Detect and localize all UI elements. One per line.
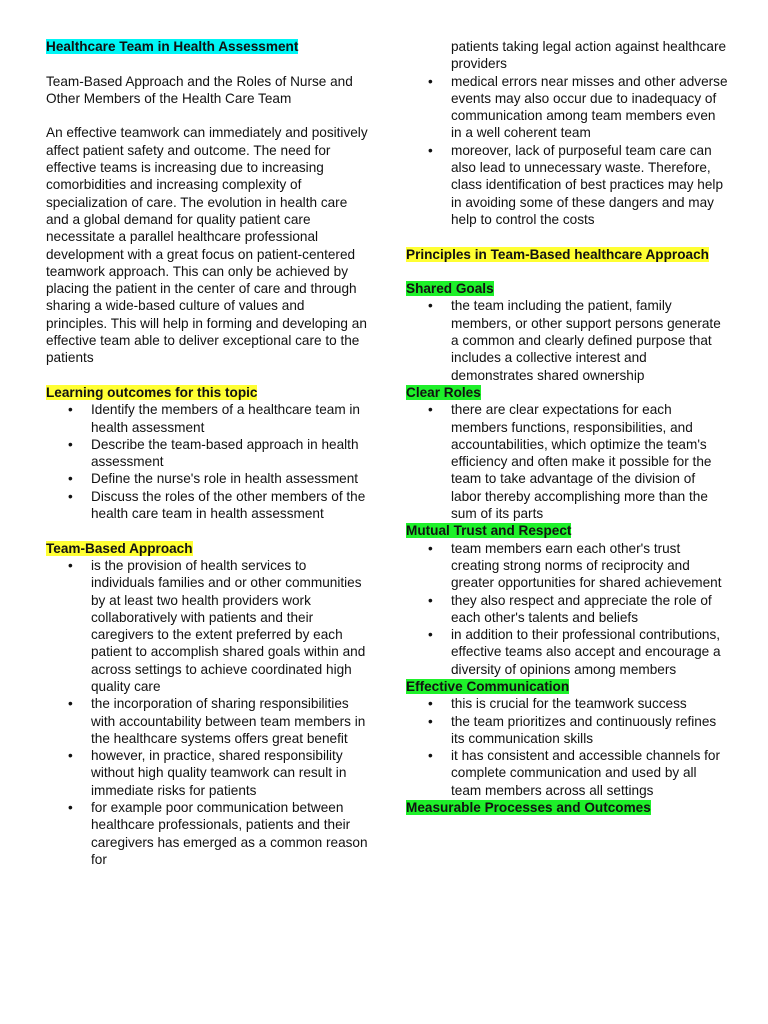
list-item: • Define the nurse's role in health assessment — [46, 470, 368, 487]
effective-communication-heading: Effective Communication — [406, 678, 570, 694]
learning-outcomes-heading: Learning outcomes for this topic — [46, 384, 258, 400]
clear-roles-list — [406, 401, 728, 522]
list-item: • the team prioritizes and continuously refines its communication skills — [406, 713, 728, 748]
list-item: • it has consistent and accessible channels for complete communication and used by all team members across all settings — [406, 747, 728, 799]
mutual-trust-heading: Mutual Trust and Respect — [406, 523, 572, 539]
list-item: • this is crucial for the teamwork success — [406, 695, 728, 712]
list-item: • however, in practice, shared responsibility without high quality teamwork can result in immediate risks for patients — [46, 747, 368, 799]
list-item: • medical errors near misses and other adverse events may also occur due to inadequacy of communication among team members even in a well coherent team — [406, 73, 728, 142]
list-continuation: patients taking legal action against healthcare providers — [451, 39, 727, 72]
principles-heading: Principles in Team-Based healthcare Approach — [406, 246, 709, 262]
list-item: • the team including the patient, family members, or other support persons generate a common and clearly defined purpose that includes a collective interest and demonstrates shared ownership — [406, 297, 728, 383]
learning-outcomes-list — [46, 401, 368, 522]
clear-roles-heading: Clear Roles — [406, 384, 481, 400]
right-column — [406, 38, 728, 816]
list-item: • moreover, lack of purposeful team care can also lead to unnecessary waste. Therefore, class identification of best practices may help in avoiding some of these dangers and may help to control the costs — [406, 142, 728, 228]
document-subtitle: Team-Based Approach and the Roles of Nurse and Other Members of the Health Care Team — [46, 73, 353, 106]
list-item: • team members earn each other's trust creating strong norms of reciprocity and greater opportunities for shared achievement — [406, 540, 728, 592]
list-item: • the incorporation of sharing responsibilities with accountability between team members in the healthcare systems offers great benefit — [46, 695, 368, 747]
list-item: • Describe the team-based approach in health assessment — [46, 436, 368, 471]
shared-goals-heading: Shared Goals — [406, 281, 494, 297]
document-title: Healthcare Team in Health Assessment — [46, 39, 299, 54]
list-item: • for example poor communication between healthcare professionals, patients and their caregivers has emerged as a common reason for — [46, 799, 368, 868]
list-item: • Identify the members of a healthcare team in health assessment — [46, 401, 368, 436]
list-item: • in addition to their professional contributions, effective teams also accept and encourage a diversity of opinions among members — [406, 626, 728, 678]
left-column — [46, 38, 368, 868]
effective-communication-list — [406, 695, 728, 799]
team-based-approach-list — [46, 557, 368, 868]
list-item: • there are clear expectations for each members functions, responsibilities, and accountabilities, which optimize the team's efficiency and often make it possible for the team to take advantage of the division of labor thereby accomplishing more than the sum of its parts — [406, 401, 728, 522]
list-item: • they also respect and appreciate the role of each other's talents and beliefs — [406, 592, 728, 627]
team-based-approach-heading: Team-Based Approach — [46, 540, 193, 556]
mutual-trust-list — [406, 540, 728, 678]
risks-list — [406, 73, 728, 229]
list-item: • Discuss the roles of the other members of the health care team in health assessment — [46, 488, 368, 523]
shared-goals-list — [406, 297, 728, 383]
list-item: • is the provision of health services to individuals families and or other communities by at least two health providers work collaboratively with patients and their caregivers to the extent preferred by each patient to accomplish shared goals within and across settings to achieve coordinated high quality care — [46, 557, 368, 695]
intro-paragraph: An effective teamwork can immediately and positively affect patient safety and outcome. The need for effective teams is increasing due to increasing comorbidities and increasing complexity of specialization of care. The evolution in health care and a global demand for quality patient care necessitate a parallel healthcare professional development with a great focus on patient-centered teamwork approach. This can only be achieved by placing the patient in the center of care and through sharing a wide-based culture of values and principles. This will help in forming and developing an effective team able to deliver exceptional care to the patients — [46, 125, 368, 366]
measurable-processes-heading: Measurable Processes and Outcomes — [406, 800, 651, 816]
